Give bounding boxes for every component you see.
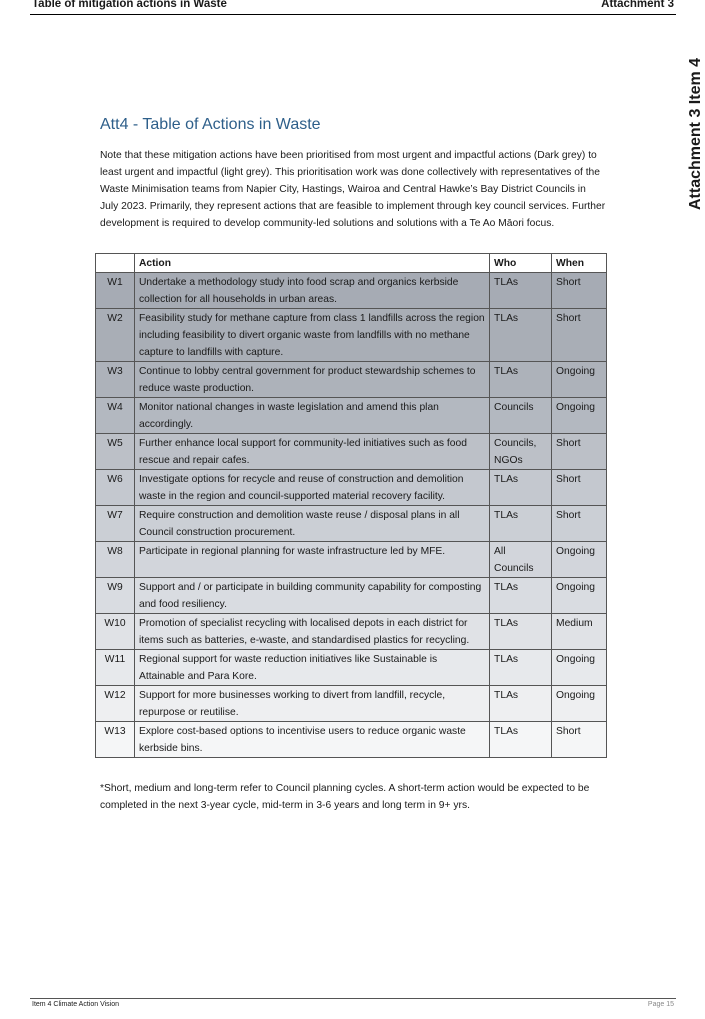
row-when-cell: Short: [552, 273, 607, 309]
row-who-cell: TLAs: [490, 650, 552, 686]
row-id-cell: W12: [96, 686, 135, 722]
header-title: Table of mitigation actions in Waste: [32, 0, 227, 10]
header-id: [96, 254, 135, 273]
row-who-cell: Councils: [490, 398, 552, 434]
row-when-cell: Ongoing: [552, 650, 607, 686]
row-when-cell: Short: [552, 434, 607, 470]
row-action-cell: Support and / or participate in building community capability for composting and food resiliency.: [134, 578, 489, 614]
side-label-text: Attachment 3 Item 4: [687, 57, 704, 210]
header-attachment-label: Attachment 3: [601, 0, 674, 10]
table-row: [96, 470, 607, 506]
row-id-cell: W5: [96, 434, 135, 470]
header-when: When: [552, 254, 607, 273]
row-action-cell: Continue to lobby central government for product stewardship schemes to reduce waste production.: [134, 362, 489, 398]
row-who-cell: TLAs: [490, 614, 552, 650]
footer-page-number: Page 15: [647, 1001, 674, 1008]
row-id-cell: W8: [96, 542, 135, 578]
row-who-cell: TLAs: [490, 722, 552, 758]
row-action-cell: Feasibility study for methane capture from class 1 landfills across the region including feasibility to divert organic waste from landfills with no methane capture to landfills with capture.: [134, 309, 489, 362]
row-who-cell: Councils, NGOs: [490, 434, 552, 470]
row-who-cell: All Councils: [490, 542, 552, 578]
row-action-cell: Support for more businesses working to divert from landfill, recycle, repurpose or reutilise.: [134, 686, 489, 722]
row-action-cell: Promotion of specialist recycling with localised depots in each district for items such as batteries, e-waste, and standardised plastics for recycling.: [134, 614, 489, 650]
row-id-cell: W13: [96, 722, 135, 758]
row-id-cell: W6: [96, 470, 135, 506]
table-row: [96, 398, 607, 434]
table-row: [96, 542, 607, 578]
row-action-cell: Regional support for waste reduction initiatives like Sustainable is Attainable and Para Kore.: [134, 650, 489, 686]
row-who-cell: TLAs: [490, 686, 552, 722]
row-id-cell: W9: [96, 578, 135, 614]
header-action: Action: [134, 254, 489, 273]
row-who-cell: TLAs: [490, 309, 552, 362]
table-row: [96, 614, 607, 650]
row-action-cell: Undertake a methodology study into food scrap and organics kerbside collection for all households in urban areas.: [134, 273, 489, 309]
row-who-cell: TLAs: [490, 506, 552, 542]
row-who-cell: TLAs: [490, 470, 552, 506]
table-row: [96, 273, 607, 309]
table-body: [96, 273, 607, 758]
page-footer: [30, 998, 676, 1008]
side-margin-label: [686, 0, 702, 215]
row-action-cell: Explore cost-based options to incentivise users to reduce organic waste kerbside bins.: [134, 722, 489, 758]
row-when-cell: Short: [552, 470, 607, 506]
row-id-cell: W11: [96, 650, 135, 686]
page-title: Att4 - Table of Actions in Waste: [100, 116, 321, 133]
row-when-cell: Ongoing: [552, 398, 607, 434]
table-row: [96, 434, 607, 470]
table-row: [96, 722, 607, 758]
row-when-cell: Ongoing: [552, 362, 607, 398]
actions-table: [95, 253, 607, 758]
row-action-cell: Further enhance local support for community-led initiatives such as food rescue and repair cafes.: [134, 434, 489, 470]
table-row: [96, 309, 607, 362]
row-id-cell: W7: [96, 506, 135, 542]
table-row: [96, 686, 607, 722]
row-id-cell: W2: [96, 309, 135, 362]
footer-item-label: Item 4 Climate Action Vision: [32, 1001, 120, 1008]
row-action-cell: Investigate options for recycle and reuse of construction and demolition waste in the region and council-supported material recovery facility.: [134, 470, 489, 506]
table-row: [96, 362, 607, 398]
row-id-cell: W3: [96, 362, 135, 398]
table-row: [96, 578, 607, 614]
row-action-cell: Participate in regional planning for waste infrastructure led by MFE.: [134, 542, 489, 578]
row-id-cell: W10: [96, 614, 135, 650]
row-action-cell: Require construction and demolition waste reuse / disposal plans in all Council construction procurement.: [134, 506, 489, 542]
row-when-cell: Short: [552, 506, 607, 542]
row-id-cell: W4: [96, 398, 135, 434]
row-when-cell: Medium: [552, 614, 607, 650]
page-header: [30, 0, 676, 15]
row-action-cell: Monitor national changes in waste legislation and amend this plan accordingly.: [134, 398, 489, 434]
row-who-cell: TLAs: [490, 273, 552, 309]
row-id-cell: W1: [96, 273, 135, 309]
intro-paragraph: Note that these mitigation actions have been prioritised from most urgent and impactful actions (Dark grey) to least urgent and impactful (light grey). This prioritisation work was done collectively with representatives of the Waste Minimisation teams from Napier City, Hastings, Wairoa and Central Hawke’s Bay District Councils in July 2023. Primarily, they represent actions that are feasible to implement through key council services. Further development is required to develop community-led solutions and solutions with a Te Ao Māori focus.: [100, 150, 606, 229]
table-header-row: [96, 254, 607, 273]
row-when-cell: Ongoing: [552, 542, 607, 578]
header-who: Who: [490, 254, 552, 273]
row-who-cell: TLAs: [490, 578, 552, 614]
row-when-cell: Short: [552, 722, 607, 758]
footnote: *Short, medium and long-term refer to Council planning cycles. A short-term action would be expected to be completed in the next 3-year cycle, mid-term in 3-6 years and long term in 9+ yrs.: [100, 783, 590, 811]
row-who-cell: TLAs: [490, 362, 552, 398]
table-row: [96, 650, 607, 686]
row-when-cell: Short: [552, 309, 607, 362]
row-when-cell: Ongoing: [552, 578, 607, 614]
row-when-cell: Ongoing: [552, 686, 607, 722]
table-row: [96, 506, 607, 542]
